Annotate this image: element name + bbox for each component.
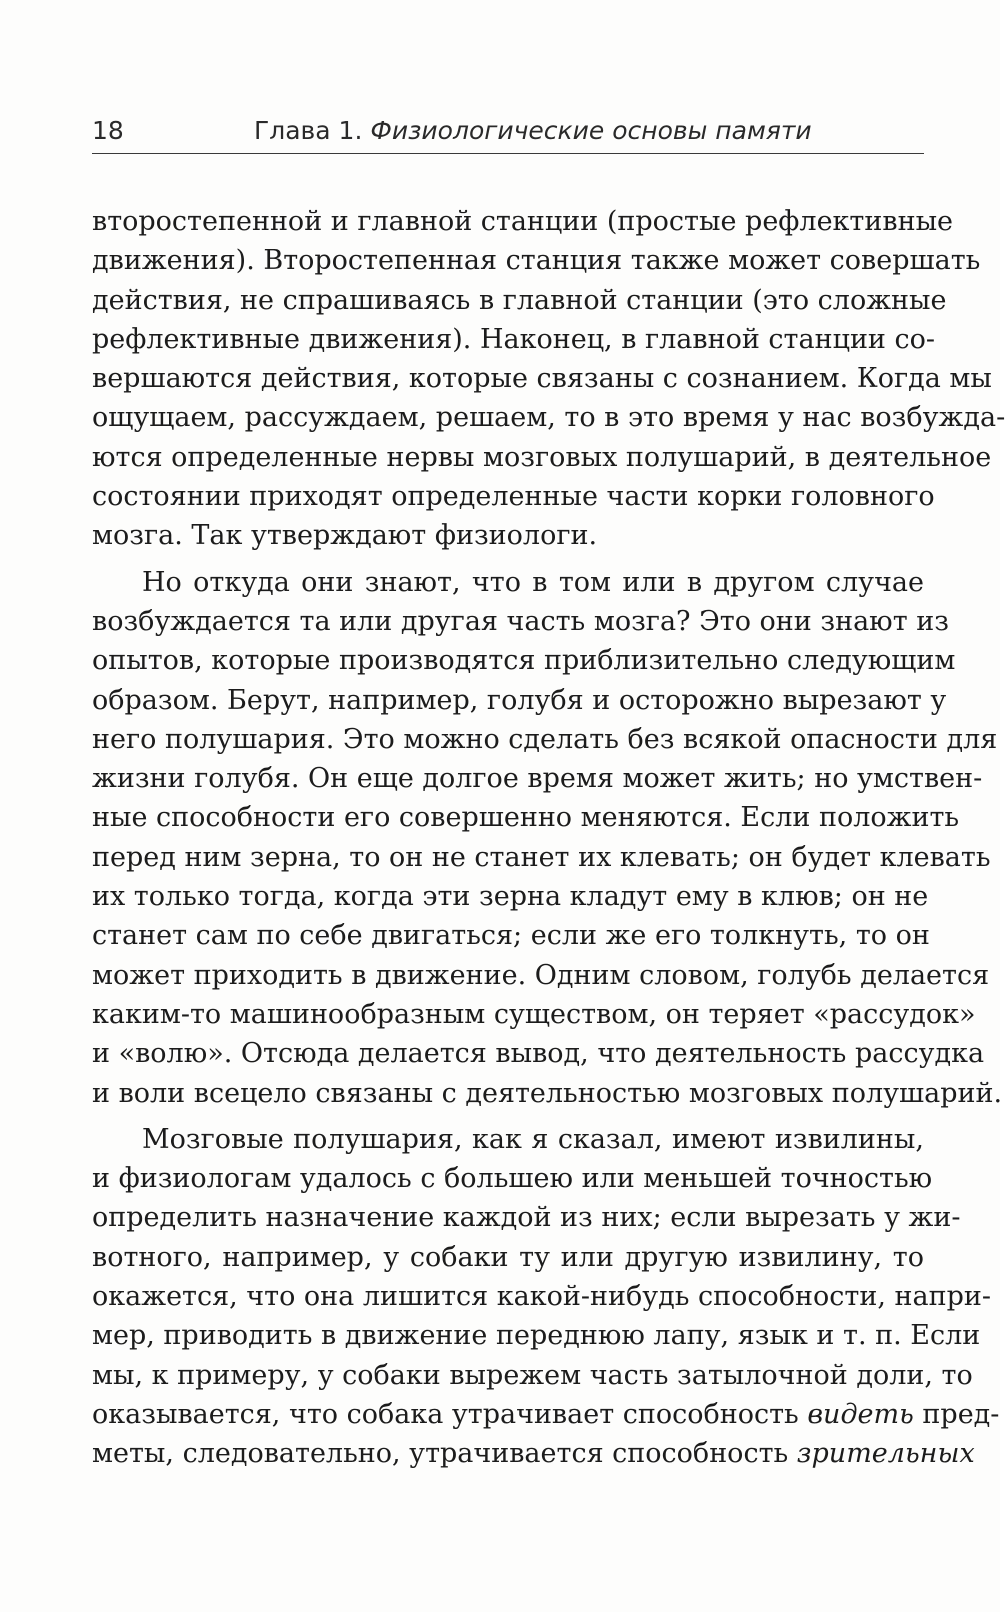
text-segment: вотного, например, у собаки ту или другую извилину, то [92, 1241, 924, 1273]
text-line [92, 877, 929, 916]
text-line [92, 1238, 924, 1277]
text-line [92, 798, 960, 837]
text-line [92, 759, 983, 798]
text-segment: ются определенные нервы мозговых полушарий, в деятельное [92, 441, 992, 473]
text-segment: может приходить в движение. Одним словом, голубь делается [92, 959, 990, 991]
body-text [92, 202, 1005, 1481]
text-line [92, 202, 954, 241]
text-line [92, 602, 949, 641]
text-line [92, 1395, 1000, 1434]
text-line [92, 477, 935, 516]
text-segment: каким-то машинообразным существом, он теряет «рассудок» [92, 998, 976, 1030]
text-segment: второстепенной и главной станции (простые рефлективные [92, 206, 954, 237]
text-line [92, 916, 930, 955]
text-segment: мы, к примеру, у собаки вырежем часть затылочной доли, то [92, 1359, 973, 1391]
header-rule [92, 153, 924, 154]
text-segment: опытов, которые производятся приблизительно следующим [92, 645, 956, 677]
text-segment: и воли всецело связаны с деятельностью мозговых полушарий. [92, 1077, 1003, 1109]
text-line [92, 681, 947, 720]
text-line [92, 241, 981, 280]
text-line [92, 1159, 933, 1198]
text-line [92, 359, 992, 398]
text-line [92, 398, 1005, 437]
text-segment: него полушария. Это можно сделать без всякой опасности для [92, 723, 998, 755]
text-line [92, 641, 956, 680]
text-segment: возбуждается та или другая часть мозга? Это они знают из [92, 605, 949, 637]
text-segment: станет сам по себе двигаться; если же его толкнуть, то он [92, 920, 930, 952]
text-line [92, 1198, 961, 1237]
text-line [92, 995, 976, 1034]
text-segment: оказывается, что собака утрачивает способность [92, 1398, 808, 1430]
text-segment: Но откуда они знают, что в том или в другом случае [142, 566, 924, 598]
chapter-title: Физиологические основы памяти [370, 116, 812, 145]
emphasized-word: видеть [807, 1398, 914, 1430]
text-segment: пред- [913, 1398, 1000, 1430]
text-segment: определить назначение каждой из них; если вырезать у жи- [92, 1202, 961, 1234]
paragraph [92, 202, 1005, 556]
text-segment: мозга. Так утверждают физиологи. [92, 520, 598, 552]
text-line [92, 720, 998, 759]
text-segment: меты, следовательно, утрачивается способность [92, 1438, 797, 1470]
text-segment: жизни голубя. Он еще долгое время может жить; но умствен- [92, 763, 983, 795]
text-line [92, 320, 936, 359]
text-line [92, 516, 924, 555]
text-line [92, 1277, 992, 1316]
text-segment: действия, не спрашиваясь в главной станции (это сложные [92, 284, 947, 316]
text-segment: ощущаем, рассуждаем, решаем, то в это время у нас возбужда- [92, 402, 1005, 434]
text-line [92, 1120, 924, 1159]
text-line [92, 438, 992, 477]
text-segment: движения). Второстепенная станция также может совершать [92, 245, 981, 277]
text-line [92, 563, 924, 602]
text-segment: образом. Берут, например, голубя и осторожно вырезают у [92, 684, 947, 716]
text-segment: мер, приводить в движение переднюю лапу, язык и т. п. Если [92, 1320, 981, 1352]
text-line [92, 1316, 981, 1355]
text-segment: рефлективные движения). Наконец, в главной станции со- [92, 323, 936, 355]
text-segment: состоянии приходят определенные части корки головного [92, 481, 935, 513]
page-number: 18 [92, 116, 124, 145]
text-segment: их только тогда, когда эти зерна кладут ему в клюв; он не [92, 881, 929, 913]
text-segment: ные способности его совершенно меняются. Если положить [92, 802, 960, 834]
text-segment: окажется, что она лишится какой-нибудь способности, напри- [92, 1281, 992, 1313]
emphasized-word: зрительных [796, 1438, 975, 1470]
chapter-label: Глава 1. [254, 116, 363, 145]
running-head [254, 116, 812, 145]
text-line [92, 1034, 985, 1073]
page-header [92, 112, 924, 152]
text-segment: вершаются действия, которые связаны с сознанием. Когда мы [92, 363, 992, 395]
text-line [92, 281, 947, 320]
text-segment: и физиологам удалось с большею или меньшей точностью [92, 1163, 933, 1195]
paragraph [92, 563, 1003, 1113]
text-line [92, 838, 991, 877]
text-segment: перед ним зерна, то он не станет их клевать; он будет клевать [92, 841, 991, 873]
text-line [92, 1356, 973, 1395]
text-line [92, 956, 990, 995]
text-segment: Мозговые полушария, как я сказал, имеют извилины, [142, 1123, 924, 1155]
text-line [92, 1434, 975, 1473]
text-line [92, 1074, 1003, 1113]
text-segment: и «волю». Отсюда делается вывод, что деятельность рассудка [92, 1038, 985, 1070]
paragraph [92, 1120, 1000, 1474]
